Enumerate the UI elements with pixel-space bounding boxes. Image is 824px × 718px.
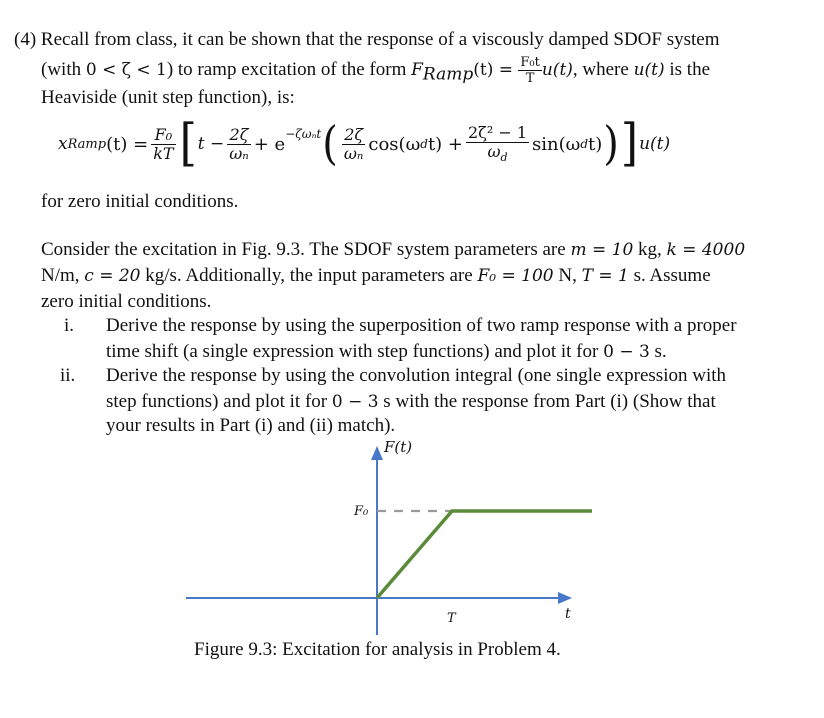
eq-cos-term: cos(ω bbox=[368, 133, 421, 155]
consider-text-2c: N, bbox=[553, 265, 582, 286]
eq-sin-num: 2ζ² − 1 bbox=[468, 122, 528, 142]
item-line1: Derive the response by using the superposition of two ramp response with a proper bbox=[106, 315, 737, 336]
eq-zeta-fraction bbox=[227, 124, 251, 163]
intro-text-1: Recall from class, it can be shown that the response of a viscously damped SDOF system bbox=[40, 29, 720, 50]
framp-subscript: Ramp bbox=[422, 64, 474, 85]
framp-fraction bbox=[518, 56, 541, 85]
problem-number: (4) bbox=[14, 29, 37, 50]
damping-condition: 0 < ζ < 1 bbox=[85, 59, 167, 80]
mass-expr: m = 10 bbox=[570, 240, 634, 260]
eq-cos-tail: t) + bbox=[427, 133, 463, 155]
eq-sin-den-sub: d bbox=[500, 151, 508, 165]
figure-caption: Figure 9.3: Excitation for analysis in Problem 4. bbox=[194, 639, 561, 660]
time-range: 0 − 3 bbox=[603, 342, 650, 362]
damping-expr: c = 20 bbox=[84, 266, 141, 286]
left-bracket: [ bbox=[179, 114, 197, 173]
y-axis-label: F(t) bbox=[384, 438, 413, 456]
eq-exp-sup: −ζωₙt bbox=[285, 127, 322, 141]
item-line2-text: step functions) and plot it for bbox=[106, 391, 332, 412]
problem-intro-line3: Heaviside (unit step function), is: bbox=[41, 87, 295, 108]
eq-cos-sub: d bbox=[420, 137, 428, 151]
ramp-time-expr: T = 1 bbox=[581, 266, 629, 286]
item-line2-tail: s with the response from Part (i) (Show that bbox=[378, 391, 716, 412]
item-line1: Derive the response by using the convolution integral (one single expression with bbox=[106, 365, 727, 386]
eq-sin-term: sin(ω bbox=[532, 133, 581, 155]
time-range: 0 − 3 bbox=[331, 392, 379, 412]
force-amplitude-expr: F₀ = 100 bbox=[477, 266, 554, 286]
framp-frac-den: T bbox=[525, 71, 535, 86]
eq-f0-den: kT bbox=[153, 143, 174, 163]
ramp-curve bbox=[377, 511, 592, 598]
eq-t-term: t − bbox=[197, 134, 225, 154]
eq-lhs-sub: Ramp bbox=[67, 136, 107, 152]
consider-text-2b: kg/s. Additionally, the input parameters are bbox=[140, 265, 478, 286]
eq-inner-den: ωₙ bbox=[343, 143, 364, 163]
excitation-figure bbox=[0, 430, 824, 670]
consider-text-2a: N/m, bbox=[41, 265, 85, 286]
consider-line2 bbox=[41, 264, 711, 288]
item-line2-tail: s. bbox=[649, 341, 667, 362]
consider-text-1b: kg, bbox=[633, 239, 667, 260]
T-label: T bbox=[447, 611, 456, 626]
list-item bbox=[0, 314, 824, 364]
left-paren: ( bbox=[322, 117, 338, 171]
eq-sin-sub: d bbox=[580, 137, 589, 151]
intro-text-2a: (with bbox=[41, 58, 86, 80]
eq-sin-tail: t) bbox=[588, 133, 603, 155]
problem-intro-line1 bbox=[14, 28, 720, 52]
zero-ic-text: for zero initial conditions. bbox=[41, 191, 239, 212]
intro-text-2d: is the bbox=[664, 58, 711, 80]
eq-exp-base: + e bbox=[253, 133, 286, 155]
eq-f0-fraction bbox=[151, 124, 175, 163]
right-paren: ) bbox=[603, 117, 619, 171]
consider-text-1a: Consider the excitation in Fig. 9.3. The SDOF system parameters are bbox=[41, 239, 571, 260]
ramp-response-equation bbox=[58, 114, 670, 174]
framp-step: u(t) bbox=[541, 59, 573, 80]
eq-sin-den: ω bbox=[487, 141, 501, 161]
heaviside-symbol: u(t) bbox=[633, 59, 665, 80]
stiffness-expr: k = 4000 bbox=[666, 240, 746, 260]
item-line3: your results in Part (i) and (ii) match). bbox=[106, 415, 396, 436]
eq-lhs-x: x bbox=[58, 134, 68, 154]
framp-arg: (t) = bbox=[473, 59, 519, 80]
item-line2 bbox=[106, 340, 667, 364]
framp-symbol: F bbox=[411, 59, 423, 80]
item-line2 bbox=[106, 390, 716, 414]
problem-intro-line2 bbox=[41, 56, 710, 87]
consider-text-2d: s. Assume bbox=[628, 265, 711, 286]
consider-line3: zero initial conditions. bbox=[41, 291, 212, 312]
eq-zeta-num: 2ζ bbox=[227, 127, 251, 145]
eq-zeta-den: ωₙ bbox=[229, 143, 249, 163]
x-axis-label: t bbox=[565, 606, 571, 622]
f0-label: F₀ bbox=[354, 504, 369, 519]
eq-sin-fraction bbox=[466, 122, 529, 165]
eq-lhs-arg: (t) = bbox=[106, 133, 149, 155]
item-numeral: i. bbox=[64, 315, 75, 336]
eq-inner-num: 2ζ bbox=[342, 127, 366, 145]
consider-line1 bbox=[41, 238, 745, 262]
eq-f0-num: F₀ bbox=[151, 127, 175, 145]
list-item bbox=[0, 364, 824, 440]
right-bracket: ] bbox=[620, 114, 639, 173]
eq-inner-fraction bbox=[342, 124, 366, 163]
intro-text-2b: ) to ramp excitation of the form bbox=[166, 58, 412, 80]
item-numeral: ii. bbox=[60, 365, 76, 386]
item-line2-text: time shift (a single expression with step functions) and plot it for bbox=[106, 341, 604, 362]
framp-frac-num: F₀t bbox=[520, 55, 540, 70]
intro-text-2c: , where bbox=[572, 58, 634, 80]
eq-heaviside: u(t) bbox=[639, 134, 671, 154]
